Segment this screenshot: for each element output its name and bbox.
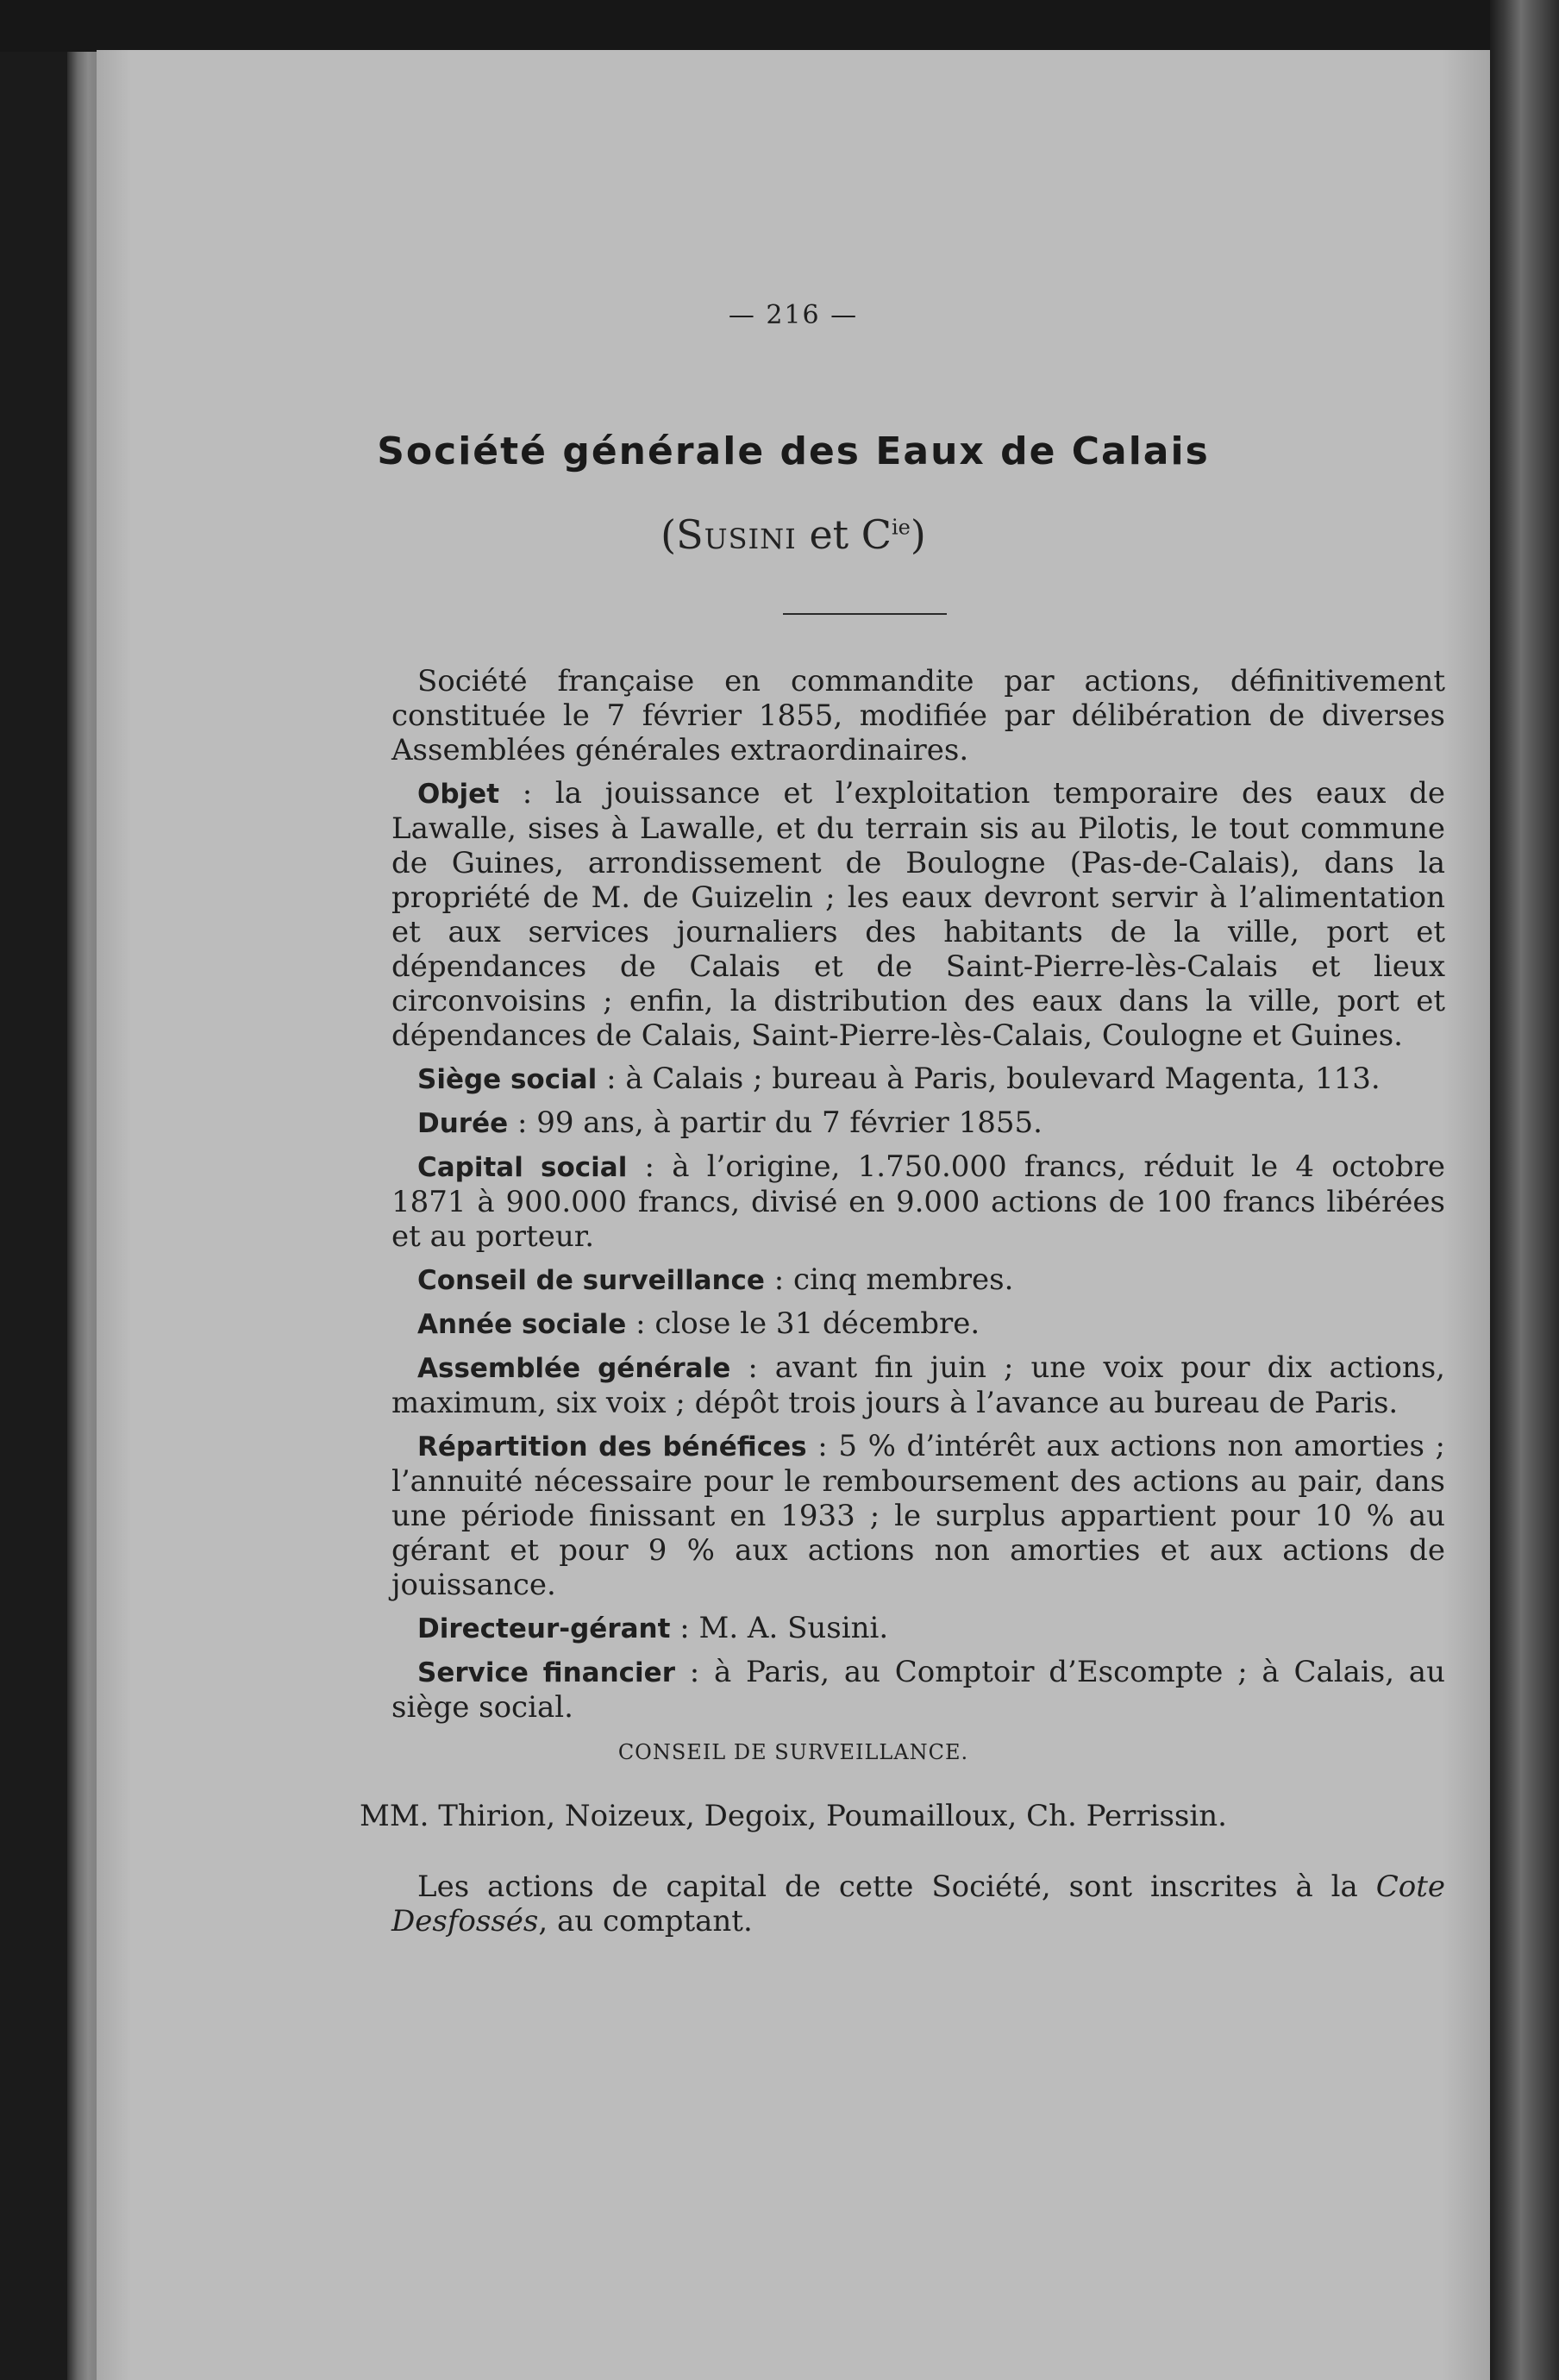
section-paragraph <box>391 1105 1445 1141</box>
document-page <box>97 50 1490 2380</box>
footer-text-after: , au comptant. <box>538 1904 753 1938</box>
section-label: Capital social <box>417 1152 628 1183</box>
section-text: : cinq membres. <box>764 1262 1014 1297</box>
page-subtitle: (Susini et $C^{ie}$) <box>661 511 926 558</box>
section-label: Répartition des bénéfices <box>417 1431 807 1462</box>
section-label: Siège social <box>417 1064 598 1095</box>
section-text: : close le 31 décembre. <box>626 1306 980 1341</box>
section-paragraph <box>391 1655 1445 1725</box>
section-paragraph <box>391 1429 1445 1602</box>
section-text: : à l’origine, 1.750.000 francs, réduit le 4 octobre 1871 à 900.000 francs, divisé en 9.000 actions de 100 francs libérées et au porteur. <box>391 1149 1445 1254</box>
subtitle-name: Susini <box>676 511 797 558</box>
section-paragraph <box>391 1062 1445 1097</box>
section-text: : 99 ans, à partir du 7 février 1855. <box>508 1105 1042 1140</box>
page-number: — 216 — <box>728 300 859 330</box>
section-label: Directeur-gérant <box>417 1613 671 1644</box>
subtitle-company-sup: ie <box>891 515 911 540</box>
section-label: Service financier <box>417 1657 675 1688</box>
section-paragraph <box>391 1611 1445 1646</box>
section-paragraph <box>391 776 1445 1053</box>
conseil-heading: CONSEIL DE SURVEILLANCE. <box>617 1740 969 1764</box>
subtitle-connector: et <box>809 511 849 558</box>
section-paragraph <box>391 1262 1445 1298</box>
intro-paragraph: Société française en commandite par actions, définitivement constituée le 7 février 1855, modifiée par délibération de diverses Assemblées générales extraordinaires. <box>391 664 1445 767</box>
section-text: : à Calais ; bureau à Paris, boulevard Magenta, 113. <box>597 1062 1381 1096</box>
company-description <box>391 664 1445 1725</box>
section-label: Objet <box>417 779 500 810</box>
section-paragraph <box>391 1149 1445 1254</box>
section-paragraph <box>391 1306 1445 1342</box>
section-text: : la jouissance et l’exploitation temporaire des eaux de Lawalle, sises à Lawalle, et du terrain sis au Pilotis, le tout commune de Guines, arrondissement de Boulogne (Pas-de-Calais), dans la propriété de M. de Guizelin ; les eaux devront servir à l’alimentation et aux services journaliers des habitants de la ville, port et dépendances de Calais et de Saint-Pierre-lès-Calais et lieux circonvoisins ; enfin, la distribution des eaux dans la ville, port et dépendances de Calais, Saint-Pierre-lès-Calais, Coulogne et Guines. <box>391 776 1445 1053</box>
section-paragraph <box>391 1350 1445 1420</box>
page-title: Société générale des Eaux de Calais <box>377 429 1210 473</box>
section-label: Année sociale <box>417 1309 627 1340</box>
section-label: Assemblée générale <box>417 1353 731 1384</box>
footer-publication: Cote Desfossés <box>391 1870 1445 1938</box>
title-divider <box>783 613 947 615</box>
footer-text-before: Les actions de capital de cette Société, sont inscrites à la <box>417 1870 1376 1904</box>
conseil-members: MM. Thirion, Noizeux, Degoix, Poumailloux, Ch. Perrissin. <box>360 1799 1227 1833</box>
section-list <box>391 776 1445 1725</box>
section-label: Conseil de surveillance <box>417 1265 765 1296</box>
section-text: : 5 % d’intérêt aux actions non amorties ; l’annuité nécessaire pour le remboursement des actions au pair, dans une période finissant en 1933 ; le surplus appartient pour 10 % au gérant et pour 9 % aux actions non amorties et aux actions de jouissance. <box>391 1429 1445 1602</box>
section-label: Durée <box>417 1108 509 1139</box>
section-text: : M. A. Susini. <box>670 1611 889 1645</box>
footer-note <box>391 1870 1445 1938</box>
scan-top-margin <box>0 0 1559 52</box>
subtitle-company: C <box>861 511 892 558</box>
section-text: : avant fin juin ; une voix pour dix actions, maximum, six voix ; dépôt trois jours à l’avance au bureau de Paris. <box>391 1350 1445 1420</box>
section-text: : à Paris, au Comptoir d’Escompte ; à Calais, au siège social. <box>391 1655 1445 1725</box>
binding-edge <box>1490 0 1559 2380</box>
